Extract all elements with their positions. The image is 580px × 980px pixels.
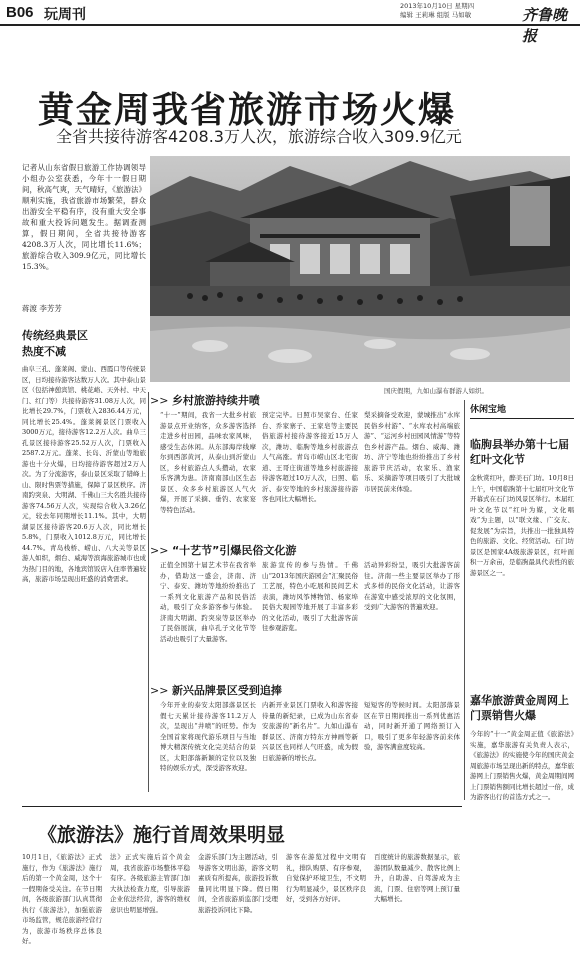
bottom-col-1: 10月1日，《旅游法》正式施行，作为《旅游法》施行后的第一个黄金周，这个十一假期备受关注。在节日期间，各级旅游部门认真贯彻执行《旅游法》，加强旅游市场监管，规范旅游经营行为，旅游市场秩序总体良好。 [22,853,102,945]
column-divider [148,392,149,792]
pavilion-waterfall-image [150,156,570,382]
lead-paragraph: 记者从山东省假日旅游工作协调领导小组办公室获悉，今年十一假日期间，秋高气爽，天气晴好，《旅游法》顺利实施，我省旅游市场繁荣，群众出游安全平稳有序，没有重大安全事故和重大投诉问题发生。据调查测算，假日期间，全省共接待游客4208.3万人次，同比增长11.6%；旅游综合收入309.9亿元，同比增长15.3%。 [22,163,146,271]
new-scenic-col-2: 内新开业景区门票收入和游客接待量的新纪录，已成为山东省泰安旅游的“新名片”。九如山瀑布群景区、济南方特东方神画等新兴景区也同样人气旺盛，成为假日旅游新的增长点。 [262,701,358,762]
bottom-col-4: 游客在游览过程中文明有礼，排队购票、有序参观，自觉保护环境卫生，不文明行为明显减少，景区秩序良好，受到各方好评。 [286,853,366,903]
bottom-headline: 《旅游法》施行首周效果明显 [38,824,286,846]
photo-caption: 国庆假期，九如山瀑布群游人如织。 [384,387,488,395]
double-chevron-icon: >> [150,544,172,557]
bottom-col-3: 金游乐部门为主题活动，引导游客文明出游，游客文明素质有所提高，旅游投诉数量同比明显下降。假日期间，全省旅游质监部门受理旅游投诉同比下降。 [198,853,278,914]
sidebar-item1-title: 临朐县举办第十七届红叶文化节 [470,438,569,466]
festival-section-title: >> “十艺节”引爆民俗文化游 [150,544,297,557]
left-section-title-line2: 热度不减 [22,345,66,358]
sidebar [470,402,574,980]
bottom-col-5: 百度统计的旅游数据显示，旅游团队数量减少、散客比例上升，自助游、自驾游成为主流，门票、住宿等网上预订量大幅增长。 [374,853,460,903]
new-scenic-section-title: >> 新兴品牌景区受到追捧 [150,684,282,697]
double-chevron-icon: >> [150,684,172,697]
left-section-title [22,328,88,360]
sidebar-item2-text: 今年的“十一”黄金周正值《旅游法》实施，嘉华旅游有关负责人表示，《旅游法》的实施使今年的国庆黄金周旅游市场呈现出新的特点，嘉华旅游网上门票销售火爆，黄金周期间网上门票销售额同比增长超过一倍，成为游客出行的首选方式之一。 [470,730,574,801]
date-line: 2013年10月10日 星期四 [400,2,475,10]
masthead-meta [400,2,474,20]
masthead [0,0,580,45]
main-headline: 黄金周我省旅游市场火爆 [38,90,457,131]
lead-photo [150,156,570,382]
festival-col-3: 活动异彩纷呈，吸引大批游客前往。济南一些主要景区举办了形式多样的民俗文化活动，让游客在游览中感受浓厚的文化氛围，受到广大游客的普遍欢迎。 [364,561,460,611]
left-section-text: 曲阜三孔、蓬莱阁、蒙山、西霞口等传统景区，日均接待游客达数万人次。其中泰山景区（包括神憩宾馆、桃花峪、天外村、中天门、红门等）共接待游客31.08万人次，同比增长29.7%，门票收入2836.44万元，同比增长25.4%。蓬莱阁景区门票收入3000万元，接待游客12.2万人次。曲阜三孔景区接待游客25.52万人次，门票收入2587.2万元。蓬莱、长岛、沂蒙山等地旅游也十分火爆，日均接待游客超过2万人次。为了分流游客，泰山景区采取了错峰上山、限时售票等措施，保障了景区秩序。济南趵突泉、大明湖、千佛山三大名胜共接待游客74.56万人次，实现综合收入3.26亿元，较去年同期增长11.1%。其中，大明湖景区接待游客20.6万人次，同比增长5.8%，门票收入1012.8万元，同比增长44.7%。青岛栈桥、崂山、八大关等景区游人如织，烟台、威海等滨海旅游城市也成为热门目的地，各地宾馆饭店入住率普遍较高，旅游市场呈现出旺盛的消费需求。 [22,365,146,583]
new-scenic-col-1: 今年开业的泰安太阳部落景区长假七天累计接待游客11.2万人次，呈现出“井喷”的旺势。作为全国首家将现代游乐项目与当地博大精深传统文化完美结合的景区，太阳部落新颖的定位以及独特的娱乐方式，深受游客欢迎。 [160,701,256,772]
rural-col-3: 梨采摘备受欢迎，蒙城推出“水库民俗乡村游”、“水库农村高端旅游”、“运河乡村田园风情游”等特色乡村游产品。烟台、威海、潍坊、济宁等地也纷纷推出了乡村旅游节庆活动，农家乐、渔家乐、采摘游等项目吸引了大批城市居民前来体验。 [364,411,460,493]
new-scenic-col-3: 短短客的等候时间。太阳部落景区在节日期间推出一系列优惠活动，同时新开通了网络预订入口，吸引了更多年轻游客前来体验，游客满意度较高。 [364,701,460,751]
sidebar-tag: 休闲宝地 [470,402,574,419]
double-chevron-icon: >> [150,394,172,407]
festival-col-2: 旅游宣传的参与热情。千佛山“2013年国庆游园会”汇聚民俗工艺展，特色小吃展和民间艺术表演，潍坊风筝博物馆、杨家埠民俗大观园等地开展了丰富多彩的文化活动，吸引了大批游客前往参观游览。 [262,561,358,632]
bottom-col-2: 法》正式实施后首个黄金周，我省旅游市场整体平稳有序。各级旅游主管部门加大执法检查力度，引导旅游企业依法经营，游客的维权意识也明显增强。 [110,853,190,914]
page-number: B06 [6,4,34,21]
sidebar-item1-text: 金秋赏红叶，醉美石门坊。10月8日上午，中国临朐第十七届红叶文化节开幕式在石门坊风景区举行。本届红叶文化节以“红叶为媒，文化唱戏”为主题，以“联文缘、广交友、促发展”为宗旨，共推出一批独具特色的旅游、文化、经贸活动。石门坊景区是国家4A级旅游景区，红叶面积一万余亩，是临朐最具代表性的旅游景区之一。 [470,474,574,577]
sidebar-item2-title: 嘉华旅游黄金周网上门票销售火爆 [470,694,569,722]
section-name: 玩周刊 [44,7,86,23]
editor-line: 编辑 王莉琳 组版 马如敏 [400,11,472,19]
rural-col-1: “十一”期间，我省一大批乡村旅游景点开业纳客，众多游客选择走进乡村田园，品味农家风味，感受生态休闲。从东部海岸线摩尔到西部黄河，从泰山到沂蒙山区，乡村旅游点人头攒动，农家乐客满为患。济南南部山区生态景区、众多乡村旅游区人气火爆，开展了采摘、垂钓、农家宴等特色活动。 [160,411,256,514]
bottom-rule [22,806,462,807]
newspaper-logo: 齐鲁晚报 [522,6,568,45]
left-section-title-line1: 传统经典景区 [22,329,88,342]
rural-col-2: 预定完毕。日照市吴家台、任家台、乔家寨子、王家皂等主要民俗旅游村接待游客接近15万人次，潍坊、临朐等地乡村旅游点人气高涨。青岛市崂山区北宅街道、王哥庄街道等地乡村旅游接待游客超过10万人次，日照、临沂、泰安等地的乡村旅游接待游客也同比大幅增长。 [262,411,358,503]
main-subhead: 全省共接待游客4208.3万人次，旅游综合收入309.9亿元 [56,127,462,146]
festival-col-1: 正值全国第十届艺术节在我省举办，借助这一盛会，济南、济宁、泰安、潍坊等地纷纷推出了一系列文化旅游产品和民俗活动，吸引了众多游客参与体验。济南大明湖、趵突泉等景区举办了民俗展演，曲阜孔子文化节等活动也吸引了大量游客。 [160,561,256,643]
byline: 蒋渡 李芳芳 [22,304,62,313]
rural-section-title: >> 乡村旅游持续井喷 [150,394,260,407]
sidebar-divider [464,400,465,800]
